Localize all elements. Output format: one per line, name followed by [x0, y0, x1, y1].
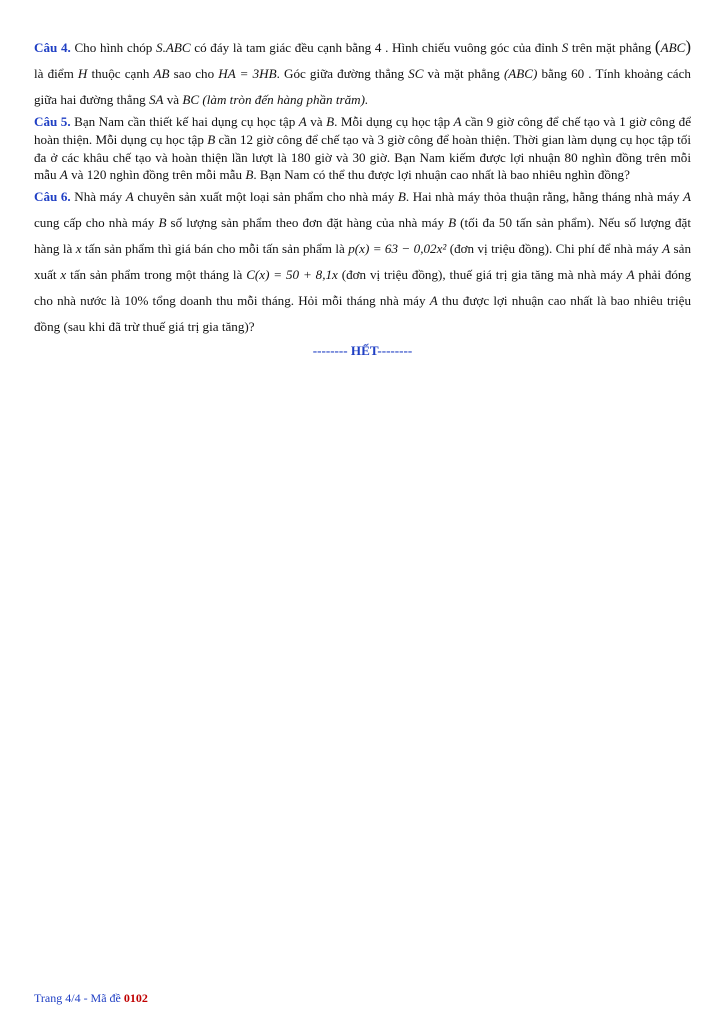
question-6-text: (đơn vị triệu đồng), thuế giá trị gia tăng mà nhà máy [337, 267, 627, 283]
math-tool-a: A [453, 114, 462, 129]
question-6-text: tấn sản phẩm thì giá bán cho mỗi tấn sản phẩm là [81, 241, 349, 257]
math-price-formula: p(x) = 63 − 0,02x² [348, 241, 447, 257]
question-4-text: và [163, 92, 183, 107]
math-tool-a: A [59, 167, 68, 183]
math-line: BC [182, 92, 200, 107]
question-5-text: và 120 nghìn đồng trên mỗi mẫu [67, 167, 246, 183]
math-factory-a: A [626, 267, 635, 283]
question-4-text: là điểm [34, 66, 78, 81]
question-6-text: tấn sản phẩm trong một tháng là [66, 267, 247, 283]
math-factory-b: B [448, 215, 457, 231]
math-factory-a: A [662, 241, 671, 257]
question-5-text: Bạn Nam cần thiết kế hai dụng cụ học tập [70, 114, 299, 129]
question-4 [34, 35, 691, 113]
math-point: H [77, 66, 88, 81]
question-6-text: (đơn vị triệu đồng). Chi phí để nhà máy [446, 241, 663, 257]
question-6-label: Câu 6. [34, 189, 71, 205]
math-tool-a: A [298, 114, 307, 129]
math-factory-a: A [125, 189, 134, 205]
math-factory-a: A [682, 189, 691, 205]
question-6-text: cung cấp cho nhà máy [34, 215, 159, 231]
question-4-text: thuộc cạnh [87, 66, 154, 81]
math-segment: AB [153, 66, 170, 81]
math-vertex: S [561, 40, 569, 55]
question-5-label: Câu 5. [34, 114, 71, 129]
question-6-text: thu được lợi nhuận cao nhất là bao nhiêu triệu đồng (sau khi đã trừ thuế giá trị gia tăng)? [34, 293, 691, 335]
math-factory-a: A [429, 293, 438, 309]
question-6 [34, 184, 691, 340]
math-line: SC [408, 66, 424, 81]
question-4-text: trên mặt phẳng [568, 40, 655, 55]
math-variable-x: x [75, 241, 82, 257]
question-4-text: sao cho [169, 66, 219, 81]
math-factory-b: B [397, 189, 406, 205]
question-6-text: phải đóng cho nhà nước là 10% tổng doanh thu mỗi tháng. Hỏi mỗi tháng nhà máy [34, 267, 692, 309]
question-5-text: . Mỗi dụng cụ học tập [334, 114, 454, 129]
page-footer [34, 991, 148, 1006]
footer-page-label: Trang 4/4 - Mã đề [34, 991, 124, 1005]
question-6-text: (tối đa 50 tấn sản phẩm). Nếu số lượng đặt hàng là [34, 215, 692, 257]
exam-code: 0102 [123, 991, 148, 1005]
exam-page-content [34, 35, 691, 360]
question-5-text: và [306, 114, 327, 129]
question-4-text: có đáy là tam giác đều cạnh bằng 4 . Hình chiếu vuông góc của đỉnh [190, 40, 562, 55]
question-5 [34, 113, 691, 184]
question-4-text: Cho hình chóp [70, 40, 157, 55]
question-6-text: sản xuất [34, 241, 691, 283]
question-4-text: . Góc giữa đường thẳng [276, 66, 409, 81]
question-6-text: chuyên sản xuất một loại sản phẩm cho nhà máy [133, 189, 398, 205]
rounding-note: (làm tròn đến hàng phần trăm). [202, 92, 369, 107]
math-plane: (ABC) [503, 66, 538, 81]
question-5-text: cần 12 giờ công để chế tạo và 3 giờ công để hoàn thiện. Thời gian làm dụng cụ học tập tối đa ở các khâu chế tạo và hoàn thiện lần lượt là 180 giờ và 30 giờ. Bạn Nam kiếm được lợi nhuận 80 nghìn đồng trên mỗi mẫu [34, 131, 691, 183]
paren-close: ) [685, 37, 691, 56]
question-6-text: số lượng sản phẩm theo đơn đặt hàng của nhà máy [166, 215, 449, 231]
paren-open: ( [654, 37, 661, 56]
question-6-text: . Hai nhà máy thỏa thuận rằng, hằng tháng nhà máy [405, 189, 683, 205]
math-ratio: HA = 3HB [218, 66, 277, 81]
math-tool-b: B [245, 167, 254, 183]
question-5-text: . Bạn Nam có thể thu được lợi nhuận cao nhất là bao nhiêu nghìn đồng? [253, 167, 630, 183]
question-4-label: Câu 4. [34, 40, 71, 55]
math-factory-b: B [158, 215, 167, 231]
math-cost-formula: C(x) = 50 + 8,1x [246, 267, 338, 283]
question-4-text: bằng 60 . Tính khoảng cách giữa hai đường thẳng [34, 66, 691, 107]
math-pyramid: S.ABC [156, 40, 191, 55]
end-of-exam-marker: -------- HẾT-------- [312, 343, 413, 359]
math-tool-b: B [207, 131, 216, 147]
math-tool-b: B [326, 114, 335, 129]
math-line: SA [148, 92, 164, 107]
question-6-text: Nhà máy [70, 189, 126, 205]
math-plane: ABC [660, 40, 686, 55]
question-5-text: cần 9 giờ công để chế tạo và 1 giờ công để hoàn thiện. Mỗi dụng cụ học tập [34, 114, 691, 147]
question-4-text: và mặt phẳng [423, 66, 504, 81]
math-variable-x: x [60, 267, 67, 283]
